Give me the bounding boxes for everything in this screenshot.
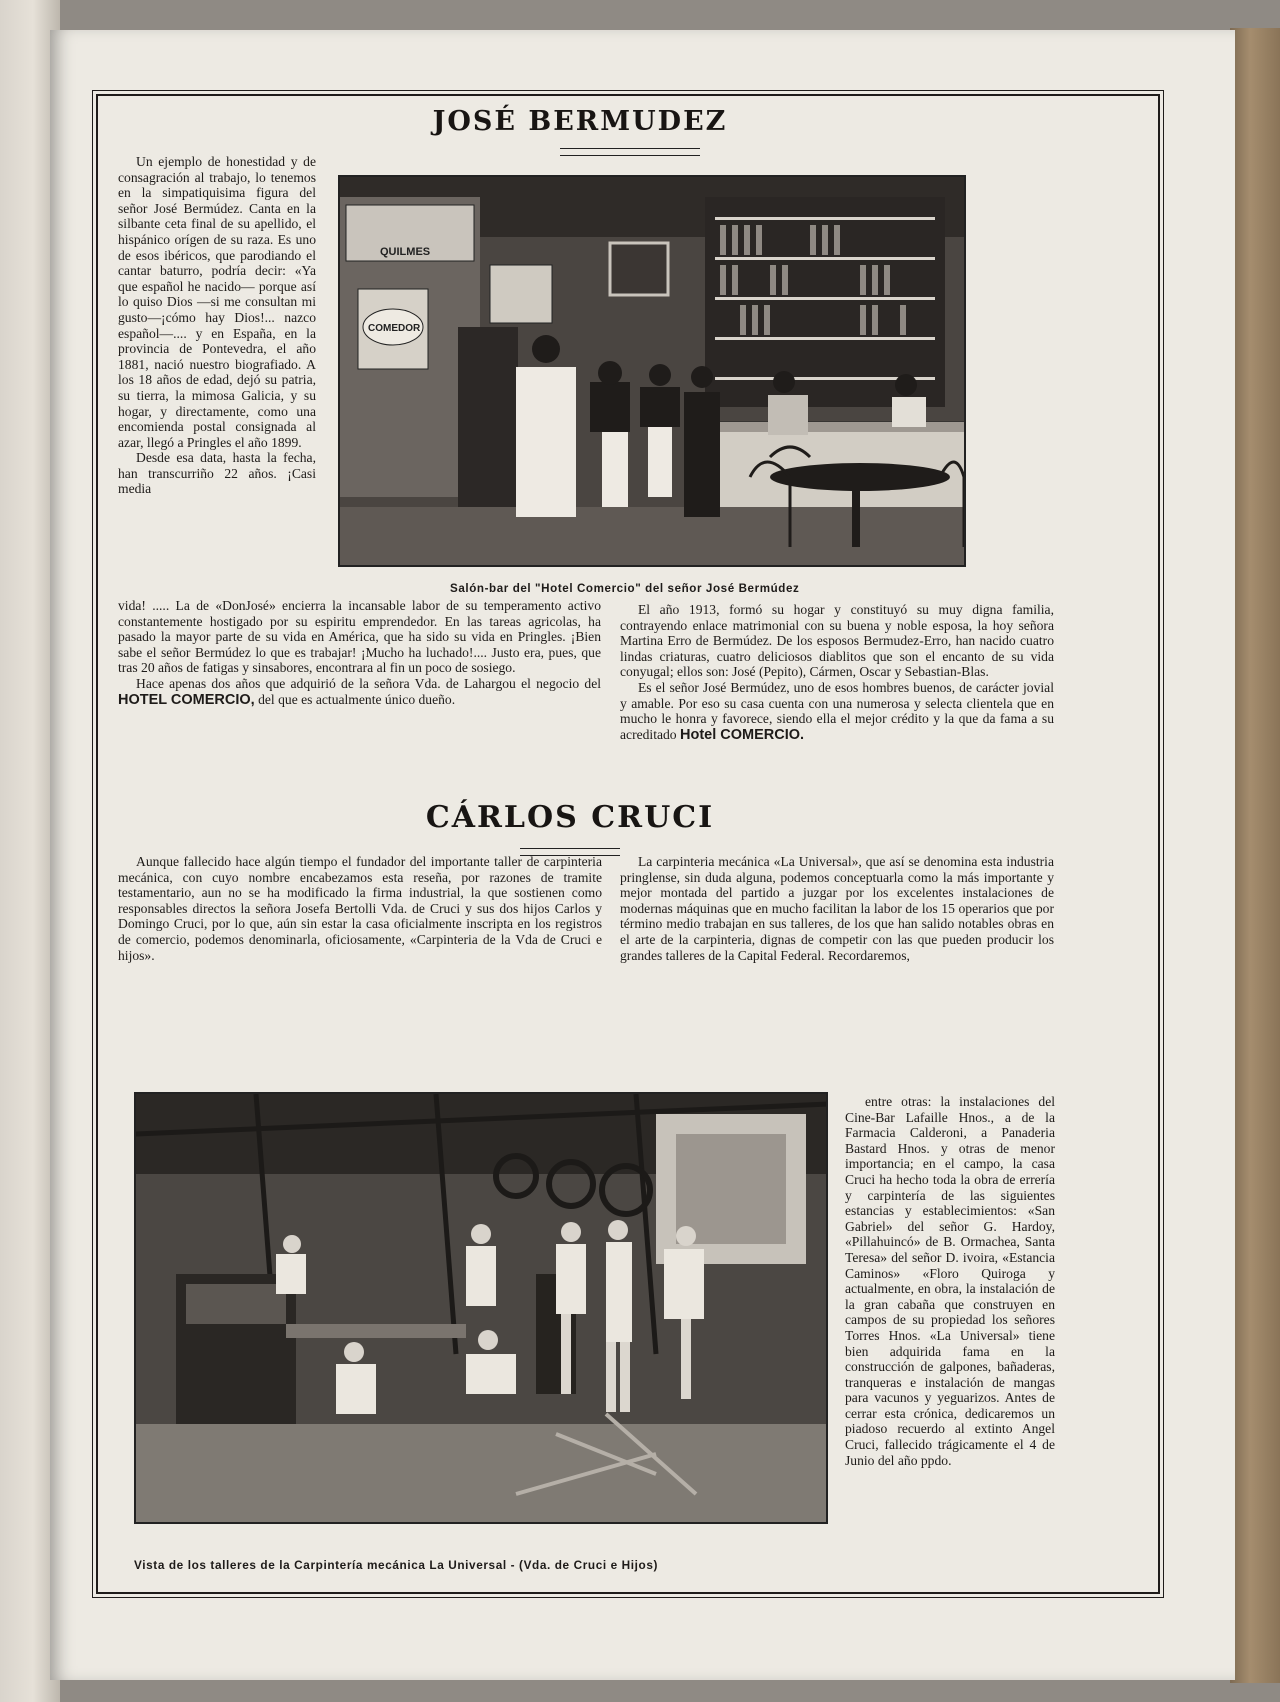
article1-paragraph-4-end: del que es actualmente único dueño. bbox=[258, 691, 456, 707]
article1-column-wide bbox=[118, 598, 601, 708]
article1-paragraph-4-text: Hace apenas dos años que adquirió de la señora Vda. de Lahargou el negocio del bbox=[136, 675, 601, 691]
article2-paragraph-3: entre otras: la instalaciones del Cine-Bar Lafaille Hnos., a de la Farmacia Calderoni, a Panaderia Bastard Hnos. y otras de menor importancia; en el campo, la casa Cruci ha hecho toda la obra de errería y carpintería de las siguientes estancias y establecimientos: «San Gabriel» del señor G. Hardoy, «Pillahuincó» de B. Ormachea, Santa Teresa» del señor D. ivoira, «Estancia Caminos» «Floro Quiroga y actualmente, en obra, la instalación de la gran cabaña que construyen en campos de su propiedad los señores Torres Hnos. «La Universal» tiene bien adquirida fama en la construcción de galpones, bañaderas, tranqueras e instalación de mangas para vacunos y yeguarizos. Antes de cerrar esta crónica, dedicaremos un piadoso recuerdo al extinto Angel Cruci, fallecido trágicamente el 4 de Junio del año ppdo. bbox=[845, 1094, 1055, 1468]
hotel-comercio-name: HOTEL COMERCIO, bbox=[118, 691, 255, 708]
article1-paragraph-5: El año 1913, formó su hogar y constituyó su muy digna familia, contrayendo enlace matrimonial con su buena y noble esposa, la hoy señora Martina Erro de Bermúdez. De los esposos Bermudez-Erro, han nacido cuatro lindas criaturas, cuatro deliciosos diablitos que son el encanto de su vida conyugal; ellos son: José (Pepito), Cármen, Oscar y Sebastian-Blas. bbox=[620, 602, 1054, 680]
photo-caption-workshop: Vista de los talleres de la Carpintería mecánica La Universal - (Vda. de Cruci e Hijos) bbox=[134, 1558, 659, 1572]
quilmes-sign: QUILMES bbox=[380, 246, 431, 258]
article1-column-left bbox=[118, 154, 316, 497]
article2-column-right-narrow bbox=[845, 1094, 1055, 1468]
photo-workshop bbox=[134, 1092, 828, 1524]
article1-paragraph-6-text: Es el señor José Bermúdez, uno de esos hombres buenos, de carácter jovial y amable. Por eso su casa cuenta con una numerosa y selecta clientela que en mucho le honra y favorece, siendo ella el mejor crédito y la que da fama a su acreditado bbox=[620, 679, 1054, 742]
article1-paragraph-2: Desde esa data, hasta la fecha, han transcurriño 22 años. ¡Casi media bbox=[118, 450, 316, 497]
article-title-jose-bermudez: JOSÉ BERMUDEZ bbox=[432, 106, 728, 137]
photo-salon-bar bbox=[338, 175, 966, 567]
article2-column-left bbox=[118, 854, 602, 963]
article2-paragraph-2: La carpinteria mecánica «La Universal», que así se denomina esta industria pringlense, sin duda alguna, podemos conceptuarla como la más importante y mejor montada del partido a juzgar por los excelentes instalaciones de modernas máquinas que en mucho facilitan la labor de los 15 operarios que por término medio trabajan en sus talleres, de los que han salido notables obras en el arte de la carpinteria, dignas de competir con las que pueden producir los grandes talleres de la Capital Federal. Recordaremos, bbox=[620, 854, 1054, 963]
article1-column-right bbox=[620, 602, 1054, 743]
photo-caption-salon-bar: Salón-bar del "Hotel Comercio" del señor José Bermúdez bbox=[450, 582, 800, 595]
article-title-carlos-cruci: CÁRLOS CRUCI bbox=[425, 800, 715, 835]
article1-paragraph-6 bbox=[620, 680, 1054, 743]
magazine-page bbox=[50, 30, 1235, 1680]
article2-paragraph-1: Aunque fallecido hace algún tiempo el fundador del importante taller de carpinteria mecánica, con cuyo nombre encabezamos esta reseña, por razones de tramite testamentario, aun no se ha modificado la firma industrial, la que sostienen como responsables directos la señora Josefa Bertolli Vda. de Cruci y sus dos hijos Carlos y Domingo Cruci, por lo que, aún sin estar la casa oficialmente inscripta en los registros de comercio, podemos denominarla, oficiosamente, «Carpinteria de la Vda de Cruci e hijos». bbox=[118, 854, 602, 963]
article2-column-right-top bbox=[620, 854, 1054, 963]
book-cover-edge bbox=[1230, 28, 1280, 1683]
hotel-comercio-name-2: Hotel COMERCIO. bbox=[680, 726, 805, 743]
salon-bar-illustration bbox=[340, 177, 966, 567]
comedor-sign: COMEDOR bbox=[368, 323, 421, 334]
workshop-illustration bbox=[136, 1094, 828, 1524]
article1-paragraph-3: vida! ..... La de «DonJosé» encierra la incansable labor de su temperamento activo constantemente hostigado por su espiritu emprendedor. En las tareas agricolas, ha pasado la mayor parte de su vida en América, que ha sido su vida en Pringles. ¡Bien sabe el señor Bermúdez lo que es trabajar! ¡Mucho ha luchado!.... Justo era, pues, que tras 20 años de fatigas y sinsabores, encontrara al fin un poco de sosiego. bbox=[118, 598, 601, 676]
title-underline-ornament bbox=[560, 148, 700, 156]
article1-paragraph-1: Un ejemplo de honestidad y de consagración al trabajo, lo tenemos en la simpatiquisima figura del señor José Bermúdez. Canta en la silbante ceta final de su apellido, el hispánico orígen de su raza. Es uno de esos ibéricos, que parodiando el cantar baturro, podría decir: «Ya que español he nacido— porque así lo quiso Dios —si me consultan mi gusto—¡cómo hay Dios!... nazco español—.... y en España, en la provincia de Pontevedra, el año 1881, nació nuestro biografiado. A los 18 años de edad, dejó su patria, su tierra, la mimosa Galicia, y su hogar, y directamente, como una encomienda postal consignada al azar, llegó a Pringles el año 1899. bbox=[118, 154, 316, 450]
article1-paragraph-4 bbox=[118, 676, 601, 708]
